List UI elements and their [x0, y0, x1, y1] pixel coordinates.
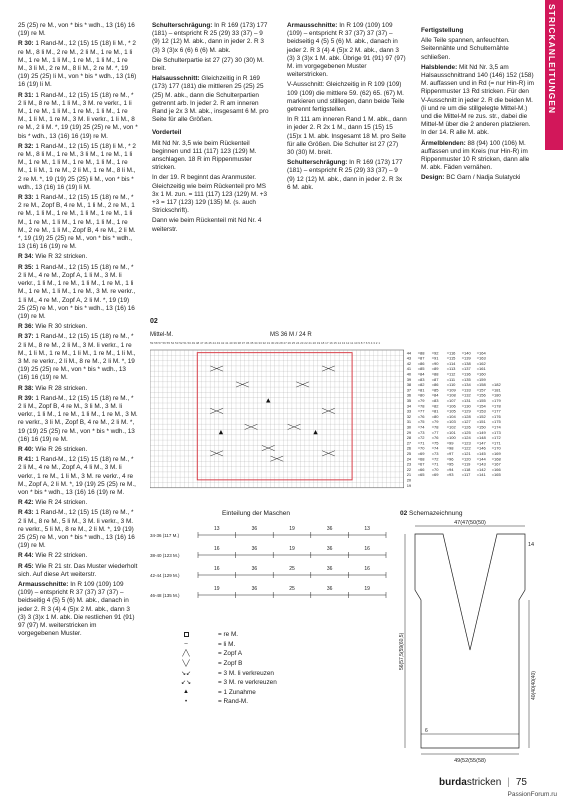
paragraph: Schulterschrägung: In R 169 (173) 177 (181) – entspricht R 25 (29) 33 (37) – 9 (9) 12 (12) M. abk., dann in jeder 2. R 3x 6 M. abk. [287, 159, 403, 191]
page-footer: burdastricken | 75 [439, 777, 527, 788]
chart-row-label: =173 [491, 429, 501, 435]
chart-row-label: =178 [491, 403, 501, 409]
chart-row-label: =101 [446, 429, 456, 435]
chart-middle-stitch-label: Mittel-M. [150, 332, 173, 338]
section-tab-label: STRICKANLEITUNGEN [547, 4, 557, 115]
size-value: 19 [214, 586, 220, 592]
chart-row-label: 35 [406, 398, 412, 403]
chart-row-label: =143 [476, 461, 486, 467]
chart-row-label: =181 [491, 387, 501, 393]
section-tab [545, 0, 563, 150]
chart-row-label: =149 [476, 429, 486, 435]
paragraph: R 30: 1 Rand-M., 12 (15) 15 (18) li M., * 2 re M., 8 li M., 2 re M., 2 li M., 1 re M., 1 li M., 1 re M., 1 li M., 1 re M., 1 li M., 1 re M., 3 li M., 2 re M., 8 li M., 2 re M. *, 19 (19) 25 (25) li M., von * bis * wdh., 13 (16) 16 (19) li M. [18, 40, 137, 89]
paragraph: Ärmelblenden: 88 (94) 100 (106) M. auffassen und im Kreis (nur Hin-R) im Rippenmuster 10 R stricken, dann alle M. abk. Fäden vernähen. [421, 139, 530, 172]
paragraph: R 43: 1 Rand-M., 12 (15) 15 (18) re M., * 2 li M., 8 re M., 5 li M., 3 M. li verkr., 3 M. re verkr., 5 li M., 8 re M., 2 li M. *, 19 (19) 25 (25) re M., von * bis * wdh., 13 (16) 16 (19) re M. [18, 509, 135, 550]
chart-row-label: =91 [431, 355, 439, 361]
chart-row-label: =108 [446, 392, 456, 398]
size-value: 19 [364, 586, 370, 592]
chart-row-label: =79 [417, 398, 425, 403]
paragraph: R 45: Wie R 21 str. Das Muster wiederholt sich. Auf diese Art weiterstr. [18, 562, 138, 578]
paragraph: R 33: 1 Rand-M., 12 (15) 15 (18) re M., * 2 re M., Zopf B, 4 re M., 1 li M., 2 re M., 1 re M., 1 li M., 1 re M., 1 li M., 1 re M., 1 li M., 1 re M., 1 li M., 1 re M., 1 li M., 1 re M., 2 re M., 1 li M., Zopf B, 4 re M., 2 li M. *, 19 (19) 25 (25) re M., von * bis * wdh., 13 (16) 16 (19) re M. [18, 194, 136, 251]
chart-row-label: =70 [431, 466, 439, 472]
chart-row-label: =142 [476, 466, 486, 472]
chart-row-label: 31 [406, 419, 412, 425]
chart-row-label: 23 [406, 461, 412, 467]
chart-row-label: =140 [461, 350, 471, 356]
legend-item [178, 678, 277, 688]
chart-row-label: =97 [446, 451, 454, 456]
chart-pattern-repeat-label: MS 36 M / 24 R [270, 332, 312, 338]
chart-row-label: =76 [431, 435, 439, 441]
chart-row-label: 33 [406, 408, 412, 414]
chart-row-label: =175 [491, 419, 501, 425]
size-value: 19 [289, 546, 295, 552]
chart-number: 02 [150, 318, 158, 325]
chart-row-label: =110 [446, 382, 456, 388]
chart-row-label: =87 [417, 355, 425, 361]
chart-row-label: =80 [431, 413, 439, 419]
size-label: 42-44 (129 M.) [150, 573, 180, 578]
total-length: 56(57,5(59(60,5) [399, 632, 405, 670]
schematic-title-text: Schemazeichnung [409, 510, 463, 517]
chart-row-label: =77 [431, 429, 439, 435]
chart-row-label: =103 [446, 419, 456, 425]
legend-item [178, 668, 277, 678]
paragraph: R 41: 1 Rand-M., 12 (15) 15 (18) re M., * 2 li M., 4 re M., Zopf A, 4 li M., 3 M. li verkr., 1 re M., 1 li M., 3 M. re verkr., 4 re M., Zopf A, 2 li M. *, 19 (19) 25 (25) re M., von * bis * wdh., 13 (16) 16 (19) re M. [18, 456, 136, 496]
chart-row-label: =128 [461, 413, 471, 419]
chart-row-label: =161 [476, 366, 486, 372]
paragraph: In der 19. R beginnt das Aranmuster. Gleichzeitig wie beim Rückenteil pro MS 3x 1 M. zun. = 111 (117) 123 (129) M. +3 +3 = 117 (123) 129 (135) M. (s. auch Strickschrift). [152, 174, 268, 215]
chart-row-label: =121 [461, 451, 471, 456]
chart-row-label: =68 [417, 456, 425, 462]
paragraph: R 44: Wie R 22 stricken. [18, 552, 88, 560]
chart-row-label: =81 [431, 408, 439, 414]
chart-row-label: =84 [431, 392, 439, 398]
chart-row-label: =95 [446, 461, 454, 467]
chart-row-label: =123 [461, 440, 471, 446]
size-value: 36 [326, 526, 333, 532]
paragraph: Dann wie beim Rückenteil mit Nd Nr. 4 weiterstr. [152, 217, 262, 233]
chart-column-numbers: 59 58 57 56 55 54 53 52 51 50 49 48 47 46 45 44 43 42 41 40 39 38 37 36 35 34 33 32 31 30 29 28 27 26 25 24 23 22 21 20 19 18 17 16 15 14 13 12 11 10 9 8 7 6 5 4 3 2 1 [150, 341, 380, 345]
size-label: 38-40 (123 M.) [150, 553, 180, 558]
size-value: 36 [251, 566, 258, 572]
size-value: 16 [214, 566, 220, 572]
chart-row-label: =73 [431, 451, 439, 456]
chart-row-label: =116 [446, 350, 456, 356]
garment-outline [415, 534, 525, 748]
chart-row-label: =176 [491, 413, 501, 419]
paragraph: R 38: Wie R 28 stricken. [18, 384, 88, 392]
chart-row-label: =104 [446, 413, 456, 419]
chart-row-label: =182 [491, 382, 501, 388]
chart-row-label: =77 [417, 408, 425, 414]
legend-text: = Rand-M. [218, 698, 249, 706]
chart-row-label: 44 [406, 350, 412, 356]
legend-symbol-icon: ▲ [183, 689, 189, 696]
chart-row-label: 20 [406, 477, 412, 483]
chart-row-label: =72 [431, 456, 439, 462]
chart-row-label: =151 [476, 419, 486, 425]
legend-text: = 3 M. li verkreuzen [218, 669, 274, 677]
paragraph: R 32: 1 Rand-M., 12 (15) 15 (18) li M., * 2 re M., 8 li M., 1 re M., 3 li M., 1 re M., 1 li M., 1 re M., 1 li M., 1 re M., 1 li M., 1 re M., 1 li M., 1 re M., 2 li M., 1 re M., 8 li M., 2 re M. *, 19 (19) 25 (25) li M., von * bis * wdh., 13 (16) 16 (19) li M. [18, 142, 136, 191]
paragraph: Mit Nd Nr. 3,5 wie beim Rückenteil beginnen und 111 (117) 123 (129) M. anschlagen. 18 R im Rippenmuster stricken. [152, 139, 257, 172]
chart-row-label: =109 [446, 387, 456, 393]
chart-row-label: 41 [406, 366, 412, 372]
paragraph: Schulterschrägung: In R 169 (173) 177 (181) – entspricht R 25 (29) 33 (37) – 9 (9) 12 (12) M. abk., dann in jeder 2. R 3 (3) 3 (3)x 6 (6) 6 (6) M. abk. [152, 22, 268, 54]
chart-row-label: =75 [431, 440, 439, 446]
chart-row-label: =164 [476, 350, 486, 356]
chart-row-label: =165 [491, 472, 501, 478]
chart-row-label: =82 [417, 382, 425, 388]
chart-row-label: =85 [417, 366, 425, 372]
chart-row-label: =106 [446, 403, 456, 409]
chart-row-label: =153 [476, 408, 486, 414]
chart-row-label: =168 [491, 456, 501, 462]
chart-row-label: =96 [446, 456, 454, 462]
size-value: 36 [251, 546, 258, 552]
chart-row-label: =180 [491, 392, 501, 398]
size-value: 36 [326, 566, 333, 572]
chart-row-label: =83 [431, 398, 439, 403]
size-label: 34-36 (117 M.) [150, 533, 180, 538]
chart-row-label: 24 [406, 456, 412, 462]
chart-row-label: =71 [417, 440, 425, 446]
chart-row-label: 36 [406, 392, 412, 398]
chart-row-label: =112 [446, 371, 456, 377]
text-column-1 [18, 22, 138, 640]
chart-row-label: =88 [431, 371, 439, 377]
legend-item [178, 697, 277, 707]
legend-text: = 3 M. re verkreuzen [218, 679, 277, 687]
chart-row-label: 40 [406, 371, 412, 377]
chart-row-label: =102 [446, 424, 456, 430]
size-value: 13 [364, 526, 370, 532]
paragraph: In R 111 am inneren Rand 1 M. abk., dann in jeder 2. R 2x 1 M., dann 15 (15) 15 (15)x 1 M. abk. Insgesamt 18 M. pro Seite für alle Größen. Die Schulter ist 27 (27) 30 (30) M. breit. [287, 116, 407, 157]
chart-row-label: 32 [406, 413, 412, 419]
chart-row-label: 27 [406, 440, 412, 446]
chart-row-label: =160 [476, 371, 486, 377]
legend-text: = li M. [218, 640, 236, 648]
paragraph: Fertigstellung [421, 27, 464, 34]
chart-row-label: =156 [476, 392, 486, 398]
chart-row-label: =157 [476, 387, 486, 393]
chart-row-label: =125 [461, 429, 471, 435]
chart-row-label: =78 [417, 403, 425, 409]
chart-row-label: =177 [491, 408, 501, 414]
size-value: 36 [326, 586, 333, 592]
chart-row-label: =122 [461, 445, 471, 451]
top-width: 47(47(50(50) [454, 520, 486, 526]
chart-grid [150, 346, 540, 498]
chart-row-label: 43 [406, 355, 412, 361]
chart-row-label: 34 [406, 403, 412, 409]
size-label: 46-48 (135 M.) [150, 593, 180, 598]
chart-row-label: =107 [446, 398, 456, 403]
chart-row-label: =87 [431, 376, 439, 382]
chart-row-label: =133 [461, 387, 471, 393]
size-value: 36 [326, 546, 333, 552]
legend-text: = Zopf A [218, 650, 242, 658]
bottom-width: 49(52(55(58) [454, 758, 486, 764]
chart-row-label: =67 [417, 461, 425, 467]
chart-row-label: =73 [417, 429, 425, 435]
chart-row-label: =76 [417, 413, 425, 419]
paragraph: Armausschnitte: In R 109 (109) 109 (109) – entspricht R 37 (37) 37 (37) – beidseitig 4 (5) 5 (6) M. abk., danach in jeder 2. R 3 (4) 4 (5)x 2 M. abk., dann 3 (3) 3 (3)x 1 M. abk. Übrige 91 (91) 97 (97) M. im vorgegebenen Muster weiterstricken. [287, 22, 406, 79]
size-value: 25 [289, 566, 295, 572]
chart-row-label: =117 [461, 472, 471, 478]
chart-row-label: 28 [406, 435, 412, 441]
chart-row-label: =105 [446, 408, 456, 414]
legend-symbol-icon: ╱╲ [182, 651, 190, 658]
chart-row-label: =169 [491, 451, 501, 456]
paragraph: R 42: Wie R 24 stricken. [18, 499, 88, 507]
chart-row-label: 37 [406, 387, 412, 393]
page-number: 75 [515, 777, 527, 788]
chart-row-label: =98 [446, 445, 454, 451]
chart-row-label: =90 [431, 360, 439, 366]
chart-row-label: =89 [431, 366, 439, 372]
chart-row-label: 39 [406, 376, 412, 382]
paragraph: R 34: Wie R 32 stricken. [18, 253, 88, 261]
knitting-chart [150, 318, 540, 498]
chart-row-label: =86 [431, 382, 439, 388]
legend-text: = re M. [218, 631, 239, 639]
paragraph: Halsblende: Mit Nd Nr. 3,5 am Halsausschnittrand 140 (146) 152 (158) M. auffassen und in Rd (= nur Hin-R) im Rippenmuster 13 Rd stricken. Für den V-Ausschnitt in jeder 2. R die beiden M. (li und re um die stillgelegte Mittel-M.) und die Mittel-M re zus. str., dabei die Mittel-M über die 2 anderen platzieren. In der 14. R alle M. abk. [421, 63, 535, 137]
paragraph: R 35: 1 Rand-M., 12 (15) 15 (18) re M., * 2 li M., 4 re M., Zopf A, 1 li M., 3 M. li verkr., 1 li M., 1 re M., 1 li M., 1 re M., 1 li M., 1 re M., 1 li M., 1 re M., 3 M. re verkr., 1 li M., 4 re M., Zopf A, 2 li M. *, 19 (19) 25 (25) re M., von * bis * wdh., 13 (16) 16 (19) re M. [18, 263, 136, 320]
chart-row-label: =94 [446, 466, 454, 472]
size-value: 36 [251, 526, 258, 532]
chart-row-label: =139 [461, 355, 471, 361]
paragraph: Die Schulterpartie ist 27 (27) 30 (30) M. breit. [152, 56, 264, 73]
paragraph: Armausschnitte: In R 109 (109) 109 (109) – entspricht R 37 (37) 37 (37) – beidseitig 4 (5) 5 (6) M. abk., danach in jeder 2. R 3 (4) 4 (5)x 2 M. abk., dann 3 (3) 3 (3)x 1 M. abk. Die restlichen 91 (91) 97 (97) M. weiterstricken im vorgegebenen Muster. [18, 581, 135, 638]
text-column-4 [421, 22, 536, 185]
paragraph: Vorderteil [152, 129, 182, 137]
chart-row-label: =114 [446, 360, 456, 366]
chart-row-label: =81 [417, 387, 425, 393]
legend-symbol-icon: ↙↘ [180, 680, 192, 687]
side-length: 40(40(40(40) [531, 671, 537, 700]
legend-item [178, 649, 277, 659]
legend-symbol-icon: ↘↙ [180, 670, 192, 677]
size-value: 16 [364, 566, 370, 572]
chart-row-label: =138 [461, 360, 471, 366]
paragraph: Alle Teile spannen, anfeuchten. Seitennähte und Schulternähte schließen. [421, 37, 510, 61]
chart-row-label: 42 [406, 360, 412, 366]
chart-row-label: =130 [461, 403, 471, 409]
chart-row-label: =78 [431, 424, 439, 430]
chart-row-label: =111 [446, 376, 456, 382]
legend-symbol-icon: ╲╱ [182, 661, 190, 668]
chart-row-label: =75 [417, 419, 425, 425]
legend-item [178, 659, 277, 669]
chart-row-label: =129 [461, 408, 471, 414]
chart-row-label: =69 [431, 472, 439, 478]
chart-row-label: =170 [491, 445, 501, 451]
chart-row-label: =93 [446, 472, 454, 478]
chart-row-label: =70 [417, 445, 425, 451]
chart-row-label: =166 [491, 466, 501, 472]
chart-row-label: =82 [431, 403, 439, 409]
chart-row-label: =80 [417, 392, 425, 398]
paragraph: R 40: Wie R 26 stricken. [18, 445, 88, 453]
chart-row-label: =135 [461, 376, 471, 382]
size-value: 36 [251, 586, 258, 592]
chart-row-label: =141 [476, 472, 486, 478]
chart-row-label: =158 [476, 382, 486, 388]
chart-row-label: =127 [461, 419, 471, 425]
schematic-title [400, 510, 463, 517]
chart-row-label: 19 [406, 482, 412, 488]
chart-row-label: =150 [476, 424, 486, 430]
legend-text: = 1 Zunahme [218, 688, 256, 696]
chart-row-label: =174 [491, 424, 501, 430]
paragraph: Halsausschnitt: Gleichzeitig in R 169 (173) 177 (181) die mittleren 25 (25) 25 (25) M. abk., dann die Schulterpartien getrennt arb. In jeder 2. R am inneren Rand je 2x 3 M. abk., insgesamt 6 M. pro Seite für alle Größen. [152, 75, 269, 124]
chart-row-label: =162 [476, 360, 486, 366]
chart-row-label: 21 [406, 472, 412, 478]
legend-text: = Zopf B [218, 660, 243, 668]
chart-row-label: =171 [491, 440, 501, 446]
chart-row-label: =71 [431, 461, 439, 467]
legend-symbol-icon: • [184, 698, 188, 705]
chart-row-label: 22 [406, 466, 412, 472]
chart-row-label: =100 [446, 435, 456, 441]
size-value: 16 [214, 546, 220, 552]
legend-symbol-icon [178, 631, 194, 639]
stitch-distribution-table [150, 520, 390, 620]
chart-row-label: =131 [461, 398, 471, 403]
chart-row-label: =124 [461, 435, 471, 441]
paragraph: R 36: Wie R 30 stricken. [18, 323, 88, 331]
legend-item [178, 640, 277, 650]
chart-row-label: 38 [406, 382, 412, 388]
chart-row-label: 29 [406, 429, 412, 435]
chart-row-label: =119 [461, 461, 471, 467]
chart-row-label: =179 [491, 398, 501, 403]
paragraph: V-Ausschnitt: Gleichzeitig in R 109 (109) 109 (109) die mittlere 59. (62) 65. (67) M. markieren und stilllegen, dann beide Teile getrennt fertigstellen. [287, 81, 405, 114]
size-value: 13 [214, 526, 220, 532]
neck-depth: 14 [528, 542, 535, 548]
chart-row-label: =136 [461, 371, 471, 377]
schematic-drawing [395, 520, 545, 770]
text-column-3 [287, 22, 407, 194]
chart-row-label: =163 [476, 355, 486, 361]
chart-row-label: =79 [431, 419, 439, 425]
chart-row-label: =118 [461, 466, 471, 472]
magazine-brand: burdastricken [439, 777, 502, 788]
chart-row-label: 30 [406, 424, 412, 430]
chart-row-label: =132 [461, 392, 471, 398]
chart-row-label: 25 [406, 451, 412, 456]
chart-row-label: =99 [446, 440, 454, 446]
chart-row-label: =65 [417, 472, 425, 478]
size-value: 19 [289, 526, 295, 532]
chart-row-label: =152 [476, 413, 486, 419]
stitch-distribution-title: Einteilung der Maschen [222, 510, 290, 517]
chart-row-label: =83 [417, 376, 425, 382]
chart-row-label: =145 [476, 451, 486, 456]
chart-row-label: =86 [417, 360, 425, 366]
paragraph: Design: BC Garn / Nadja Sulatycki [421, 174, 521, 182]
symbol-legend [178, 630, 277, 707]
chart-row-label: =159 [476, 376, 486, 382]
chart-row-label: =126 [461, 424, 471, 430]
size-value: 25 [289, 586, 295, 592]
chart-row-label: =155 [476, 398, 486, 403]
schematic-number: 02 [400, 510, 408, 517]
paragraph: R 37: 1 Rand-M., 12 (15) 15 (18) re M., * 2 li M., 8 re M., 2 li M., 3 M. li verkr., 1 re M., 1 li M., 1 re M., 1 li M., 1 re M., 1 li M., 3 M. re verkr., 2 li M., 8 re M., 2 li M. *, 19 (19) 25 (25) re M., von * bis * wdh., 13 (16) 16 (19) re M. [18, 333, 136, 382]
chart-row-label: =72 [417, 435, 425, 441]
watermark: PassionForum.ru [507, 791, 557, 798]
chart-row-label: =84 [417, 371, 425, 377]
chart-row-label: =154 [476, 403, 486, 409]
legend-symbol-icon: – [184, 641, 188, 648]
chart-row-label: =134 [461, 382, 471, 388]
paragraph: R 31: 1 Rand-M., 12 (15) 15 (18) re M., * 2 li M., 8 re M., 1 li M., 3 M. re verkr., 1 li M., 1 re M., 1 li M., 1 re M., 1 li M., 1 re M., 1 li M., 1 re M., 3 M. li verkr., 1 li M., 8 re M., 2 li M. *, 19 (19) 25 (25) re M., von * bis * wdh., 13 (16) 16 (19) re M. [18, 91, 138, 140]
rib-height: 6 [425, 728, 428, 734]
chart-row-label: =92 [431, 350, 439, 356]
legend-item [178, 688, 277, 698]
chart-row-label: =148 [476, 435, 486, 441]
stitch-distribution [150, 510, 390, 620]
chart-row-label: =88 [417, 350, 425, 356]
chart-row-label: =66 [417, 466, 425, 472]
chart-row-label: =113 [446, 366, 456, 372]
text-column-2 [152, 22, 272, 236]
size-value: 16 [364, 546, 370, 552]
chart-row-label: =74 [417, 424, 425, 430]
chart-row-label: =69 [417, 451, 425, 456]
chart-row-label: =115 [446, 355, 456, 361]
chart-row-label: 26 [406, 445, 412, 451]
chart-row-label: =74 [431, 445, 439, 451]
chart-row-label: =172 [491, 435, 501, 441]
chart-row-label: =137 [461, 366, 471, 372]
paragraph: R 39: 1 Rand-M., 12 (15) 15 (18) re M., * 2 li M., Zopf B, 4 re M., 3 li M., 3 M. li verkr., 1 li M., 1 re M., 1 li M., 1 re M., 3 M. re verkr., 3 li M., Zopf B, 4 re M., 2 li M. *, 19 (19) 25 (25) re M., von * bis * wdh., 13 (16) 16 (19) re M. [18, 394, 138, 443]
chart-row-label: =120 [461, 456, 471, 462]
paragraph: 25 (25) re M., von * bis * wdh., 13 (16) 16 (19) re M. [18, 22, 135, 38]
legend-item [178, 630, 277, 640]
chart-row-label: =147 [476, 440, 486, 446]
chart-row-label: =146 [476, 445, 486, 451]
chart-row-label: =167 [491, 461, 501, 467]
chart-row-label: =144 [476, 456, 486, 462]
chart-row-label: =85 [431, 387, 439, 393]
